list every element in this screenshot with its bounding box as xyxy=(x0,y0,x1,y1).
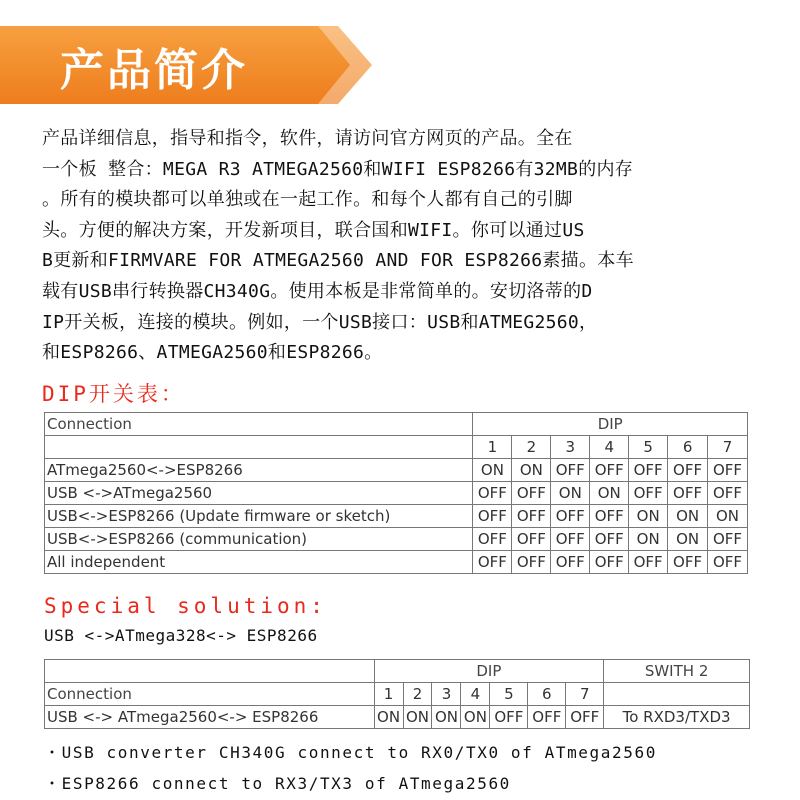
dip-value: OFF xyxy=(551,505,590,528)
dip-value: OFF xyxy=(590,528,629,551)
header-banner xyxy=(0,26,380,104)
dip-value: OFF xyxy=(629,551,668,574)
dip-value: OFF xyxy=(512,528,551,551)
dip-table xyxy=(44,412,748,574)
dip-value: ON xyxy=(668,505,708,528)
special-table-header-row xyxy=(45,660,750,683)
dip-group-header: DIP xyxy=(473,413,748,436)
dip-value: ON xyxy=(512,459,551,482)
dip-value: ON xyxy=(403,706,432,729)
special-subtitle: USB <->ATmega328<-> ESP8266 xyxy=(44,626,318,645)
dip-value: OFF xyxy=(629,459,668,482)
dip-value: ON xyxy=(551,482,590,505)
dip-value: OFF xyxy=(590,505,629,528)
switch2-header: SWITH 2 xyxy=(604,660,750,683)
switch-number: 5 xyxy=(490,683,528,706)
switch-number: 7 xyxy=(566,683,604,706)
dip-value: ON xyxy=(374,706,403,729)
switch-number: 2 xyxy=(403,683,432,706)
switch-number: 3 xyxy=(432,683,461,706)
dip-value: OFF xyxy=(528,706,566,729)
connection-label: All independent xyxy=(45,551,473,574)
dip-value: ON xyxy=(708,505,748,528)
dip-value: OFF xyxy=(566,706,604,729)
dip-value: ON xyxy=(629,505,668,528)
switch-number: 2 xyxy=(512,436,551,459)
empty-cell xyxy=(604,683,750,706)
switch-number: 4 xyxy=(461,683,490,706)
dip-value: OFF xyxy=(512,505,551,528)
intro-line: 产品详细信息，指导和指令，软件，请访问官方网页的产品。全在 xyxy=(42,128,573,149)
dip-value: OFF xyxy=(473,551,512,574)
dip-value: OFF xyxy=(512,551,551,574)
switch-number: 6 xyxy=(668,436,708,459)
connection-label: ATmega2560<->ESP8266 xyxy=(45,459,473,482)
empty-cell xyxy=(45,436,473,459)
special-section-title: Special solution: xyxy=(44,594,327,618)
dip-table-header-row xyxy=(45,413,748,436)
special-table xyxy=(44,659,750,729)
intro-line: 。所有的模块都可以单独或在一起工作。和每个人都有自己的引脚 xyxy=(42,189,573,211)
dip-value: ON xyxy=(432,706,461,729)
dip-value: OFF xyxy=(490,706,528,729)
dip-value: OFF xyxy=(708,482,748,505)
switch-number: 1 xyxy=(473,436,512,459)
dip-value: OFF xyxy=(590,459,629,482)
dip-value: OFF xyxy=(512,482,551,505)
intro-line: IP开关板，连接的模块。例如，一个USB接口：USB和ATMEG2560， xyxy=(42,311,598,333)
dip-group-header: DIP xyxy=(374,660,604,683)
dip-value: OFF xyxy=(551,551,590,574)
connection-header: Connection xyxy=(45,683,375,706)
intro-line: 和ESP8266、ATMEGA2560和ESP8266。 xyxy=(42,342,383,364)
table-row xyxy=(45,551,748,574)
intro-line: B更新和FIRMVARE FOR ATMEGA2560 AND FOR ESP8266素描。本车 xyxy=(42,250,634,272)
dip-value: OFF xyxy=(590,551,629,574)
switch-number: 5 xyxy=(629,436,668,459)
dip-value: ON xyxy=(461,706,490,729)
switch-number: 6 xyxy=(528,683,566,706)
dip-value: OFF xyxy=(668,482,708,505)
dip-value: OFF xyxy=(629,482,668,505)
intro-line: 载有USB串行转换器CH340G。使用本板是非常简单的。安切洛蒂的D xyxy=(42,280,593,302)
switch-number: 4 xyxy=(590,436,629,459)
switch-number: 1 xyxy=(374,683,403,706)
connection-header: Connection xyxy=(45,413,473,436)
dip-value: OFF xyxy=(551,528,590,551)
intro-line: 头。方便的解决方案，开发新项目，联合国和WIFI。你可以通过US xyxy=(42,219,585,241)
page-title: 产品简介 xyxy=(60,45,248,96)
dip-value: OFF xyxy=(473,528,512,551)
switch-number: 7 xyxy=(708,436,748,459)
dip-value: OFF xyxy=(708,551,748,574)
connection-label: USB <->ATmega2560 xyxy=(45,482,473,505)
table-row xyxy=(45,459,748,482)
dip-section-title: DIP开关表： xyxy=(42,382,185,406)
table-row xyxy=(45,706,750,729)
dip-value: OFF xyxy=(473,482,512,505)
dip-value: OFF xyxy=(551,459,590,482)
empty-cell xyxy=(45,660,375,683)
note-item: ・ESP8266 connect to RX3/TX3 of ATmega2560 xyxy=(44,774,511,793)
dip-value: OFF xyxy=(668,459,708,482)
dip-value: ON xyxy=(590,482,629,505)
switch-number: 3 xyxy=(551,436,590,459)
table-row xyxy=(45,482,748,505)
connection-label: USB <-> ATmega2560<-> ESP8266 xyxy=(45,706,375,729)
connection-label: USB<->ESP8266 (communication) xyxy=(45,528,473,551)
note-item: ・USB converter CH340G connect to RX0/TX0 of ATmega2560 xyxy=(44,743,657,762)
intro-line: 一个板 整合：MEGA R3 ATMEGA2560和WIFI ESP8266有32MB的内存 xyxy=(42,158,634,180)
dip-value: OFF xyxy=(668,551,708,574)
intro-paragraph xyxy=(42,124,772,369)
dip-value: ON xyxy=(668,528,708,551)
table-row xyxy=(45,528,748,551)
special-switch-number-row xyxy=(45,683,750,706)
dip-switch-number-row xyxy=(45,436,748,459)
dip-value: OFF xyxy=(708,459,748,482)
table-row xyxy=(45,505,748,528)
dip-value: ON xyxy=(629,528,668,551)
dip-value: OFF xyxy=(708,528,748,551)
connection-label: USB<->ESP8266 (Update firmware or sketch) xyxy=(45,505,473,528)
switch2-value: To RXD3/TXD3 xyxy=(604,706,750,729)
dip-value: ON xyxy=(473,459,512,482)
dip-value: OFF xyxy=(473,505,512,528)
